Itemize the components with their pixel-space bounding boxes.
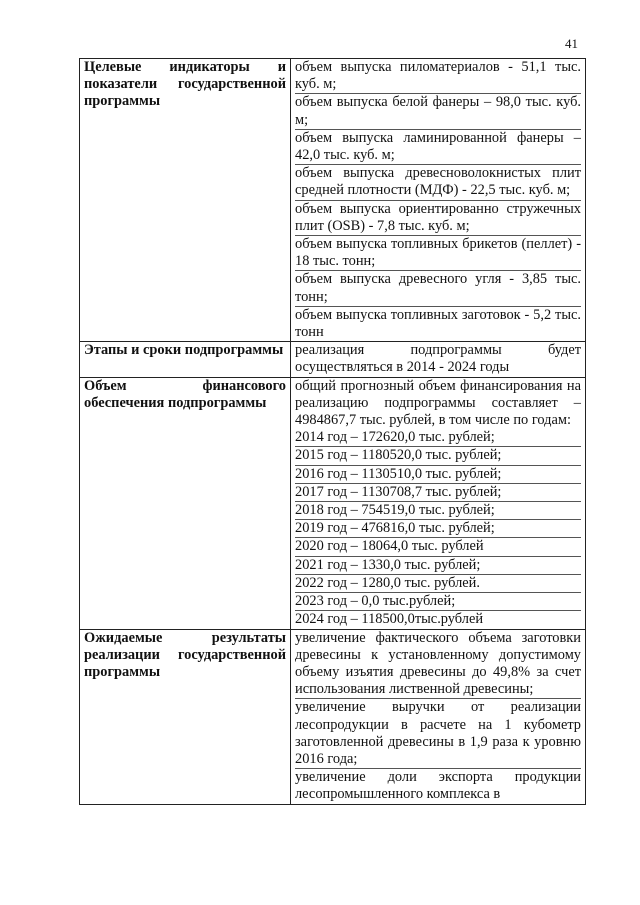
funding-year-line: 2016 год – 1130510,0 тыс. рублей; [295, 465, 581, 483]
result-item: увеличение фактического объема заготовки древесины к установленному допустимому объему изъятия древесины до 49,8% за счет использования лиственной древесины; [295, 629, 581, 698]
funding-year-line: 2014 год – 172620,0 тыс. рублей; [295, 429, 495, 446]
row-label: Ожидаемые результаты реализации государственной программы [80, 629, 291, 804]
stage-text: реализация подпрограммы будет осуществляться в 2014 - 2024 годы [295, 342, 581, 376]
indicator-item: объем выпуска белой фанеры – 98,0 тыс. куб. м; [295, 94, 581, 128]
funding-year-line: 2019 год – 476816,0 тыс. рублей; [295, 519, 581, 537]
row-value [291, 342, 586, 377]
row-label: Целевые индикаторы и показатели государственной программы [80, 59, 291, 342]
table-row [80, 59, 586, 342]
funding-intro: общий прогнозный объем финансирования на реализацию подпрограммы составляет – 4984867,7 тыс. рублей, в том числе по годам: [295, 377, 581, 429]
table-row [80, 377, 586, 629]
row-label: Объем финансового обеспечения подпрограммы [80, 377, 291, 629]
indicator-item: объем выпуска ламинированной фанеры – 42,0 тыс. куб. м; [295, 129, 581, 164]
funding-year-line: 2017 год – 1130708,7 тыс. рублей; [295, 483, 581, 501]
funding-year-line: 2018 год – 754519,0 тыс. рублей; [295, 501, 581, 519]
table-row [80, 342, 586, 377]
page-number: 41 [565, 36, 578, 51]
row-value [291, 629, 586, 804]
table-row [80, 629, 586, 804]
row-value [291, 377, 586, 629]
funding-year-line: 2023 год – 0,0 тыс.рублей; [295, 592, 581, 610]
funding-year-line: 2022 год – 1280,0 тыс. рублей. [295, 574, 581, 592]
row-value [291, 59, 586, 342]
indicator-item: объем выпуска топливных заготовок - 5,2 тыс. тонн [295, 306, 581, 341]
funding-year-line: 2015 год – 1180520,0 тыс. рублей; [295, 446, 581, 464]
indicator-item: объем выпуска пиломатериалов - 51,1 тыс. куб. м; [295, 59, 581, 93]
result-item: увеличение выручки от реализации лесопродукции в расчете на 1 кубометр заготовленной древесины в 1,9 раза к уровню 2016 года; [295, 699, 581, 767]
indicator-item: объем выпуска ориентированно стружечных плит (OSB) - 7,8 тыс. куб. м; [295, 200, 581, 234]
result-item: увеличение доли экспорта продукции лесопромышленного комплекса в [295, 769, 581, 803]
funding-year-line: 2021 год – 1330,0 тыс. рублей; [295, 556, 581, 574]
indicator-item: объем выпуска древесного угля - 3,85 тыс. тонн; [295, 271, 581, 305]
indicator-item: объем выпуска топливных брикетов (пеллет) - 18 тыс. тонн; [295, 236, 581, 270]
indicator-item: объем выпуска древесноволокнистых плит средней плотности (МДФ) - 22,5 тыс. куб. м; [295, 165, 581, 199]
funding-year-line: 2020 год – 18064,0 тыс. рублей [295, 537, 581, 555]
funding-year-line: 2024 год – 118500,0тыс.рублей [295, 610, 581, 628]
row-label: Этапы и сроки подпрограммы [80, 342, 291, 377]
passport-table [79, 58, 586, 805]
